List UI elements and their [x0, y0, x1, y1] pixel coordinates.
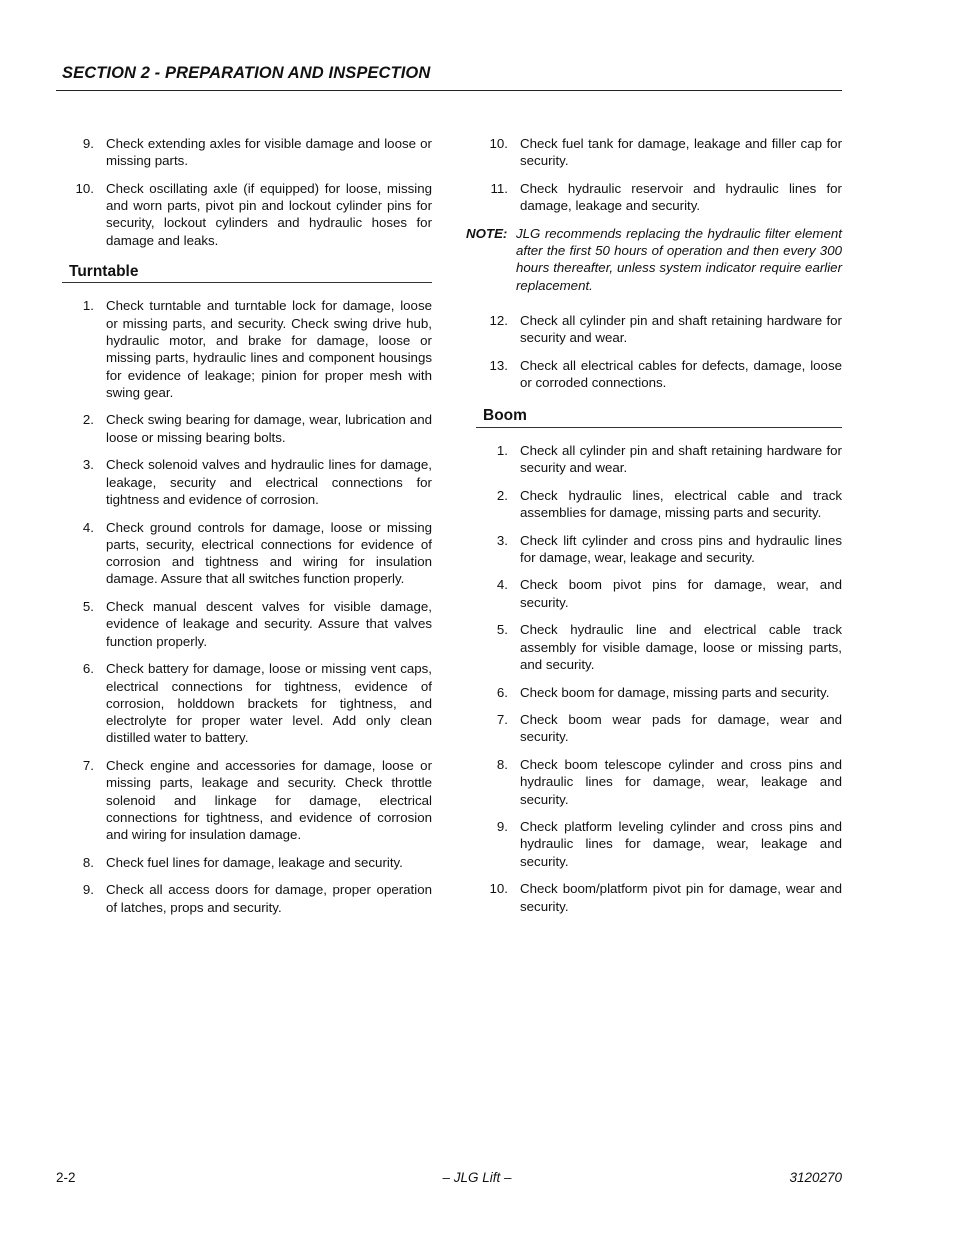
note-text: JLG recommends replacing the hydraulic filter element after the first 50 hours of operation and then every 300 hours thereafter, unless system indicator require earlier replacement.: [516, 225, 842, 293]
item-number: 1.: [82, 298, 94, 314]
list-item: [476, 756, 842, 808]
item-number: 10.: [489, 136, 508, 151]
item-number: 13.: [489, 357, 508, 373]
item-text: Check oscillating axle (if equipped) for loose, missing and worn parts, pivot pin and lockout cylinder pins for security, lockout cylinders and hydraulic hoses for damage and leaks.: [106, 180, 432, 248]
list-item: [62, 411, 432, 446]
list-item: [62, 519, 432, 588]
item-text: Check boom/platform pivot pin for damage, wear and security.: [520, 881, 842, 914]
item-number: 10.: [489, 881, 508, 897]
item-text: Check hydraulic reservoir and hydraulic lines for damage, leakage and security.: [520, 180, 842, 214]
list-top-right: [476, 135, 842, 214]
item-number: 8.: [82, 854, 94, 870]
document-number: 3120270: [789, 1170, 842, 1185]
list-item: [476, 880, 842, 915]
left-column: [62, 135, 432, 926]
item-text: Check solenoid valves and hydraulic lines for damage, leakage, security and electrical connections for tightness and evidence of corrosion.: [106, 457, 432, 507]
item-text: Check turntable and turntable lock for damage, loose or missing parts, and security. Check swing drive hub, hydraulic motor, and brake for damage, loose or missing parts, hydraulic lines and component housings for evidence of leakage; pinion for proper mesh with swing gear.: [106, 298, 432, 400]
item-text: Check engine and accessories for damage, loose or missing parts, leakage and security. Check throttle solenoid and linkage for damage, electrical connections for tightness, and evidence of corrosion and wiring for insulation damage.: [106, 757, 432, 843]
item-text: Check boom telescope cylinder and cross pins and hydraulic lines for damage, wear, leakage and security.: [520, 756, 842, 807]
list-item: [62, 297, 432, 401]
item-text: Check extending axles for visible damage and loose or missing parts.: [106, 136, 432, 169]
footer-brand: – JLG Lift –: [442, 1170, 512, 1185]
list-item: [62, 180, 432, 249]
list-item: [476, 312, 842, 347]
list-item: [62, 135, 432, 170]
header-divider: [56, 90, 842, 91]
list-item: [62, 854, 432, 871]
item-text: Check battery for damage, loose or missing vent caps, electrical connections for tightness, evidence of corrosion, holddown brackets for tightness, and electrolyte for proper water level. Add only clean distilled water to battery.: [106, 661, 432, 746]
item-text: Check all cylinder pin and shaft retaining hardware for security and wear.: [520, 442, 842, 476]
item-text: Check manual descent valves for visible damage, evidence of leakage and security. Assure that valves function properly.: [106, 599, 432, 649]
list-item: [62, 757, 432, 843]
item-number: 8.: [496, 756, 508, 772]
item-number: 7.: [496, 712, 508, 728]
list-item: [476, 818, 842, 870]
list-item: [476, 357, 842, 392]
item-number: 12.: [489, 312, 508, 328]
page-number: 2-2: [56, 1170, 76, 1185]
item-text: Check boom wear pads for damage, wear and security.: [520, 712, 842, 745]
item-number: 4.: [496, 577, 508, 593]
item-number: 6.: [496, 684, 508, 700]
section-title: SECTION 2 - PREPARATION AND INSPECTION: [62, 64, 431, 82]
list-item: [476, 532, 842, 567]
item-number: 5.: [82, 599, 94, 615]
item-number: 4.: [82, 519, 94, 535]
list-boom: [476, 442, 842, 915]
item-text: Check fuel lines for damage, leakage and security.: [106, 854, 403, 870]
boom-heading: Boom: [476, 407, 842, 427]
item-text: Check hydraulic line and electrical cable track assembly for visible damage, loose or missing parts, and security.: [520, 622, 842, 672]
item-number: 3.: [82, 457, 94, 473]
list-item: [476, 135, 842, 170]
item-number: 3.: [496, 532, 508, 548]
item-number: 11.: [490, 180, 508, 196]
list-item: [476, 576, 842, 611]
list-item: [476, 711, 842, 746]
list-top-left: [62, 135, 432, 249]
item-number: 9.: [82, 882, 94, 898]
list-mid-right: [476, 312, 842, 391]
item-number: 6.: [82, 661, 94, 677]
item-text: Check platform leveling cylinder and cross pins and hydraulic lines for damage, wear, leakage and security.: [520, 819, 842, 869]
note-label: NOTE:: [466, 225, 508, 241]
item-text: Check swing bearing for damage, wear, lubrication and loose or missing bearing bolts.: [106, 412, 432, 445]
item-text: Check all cylinder pin and shaft retaining hardware for security and wear.: [520, 312, 842, 346]
list-item: [62, 881, 432, 916]
list-item: [62, 456, 432, 508]
item-text: Check all electrical cables for defects, damage, loose or corroded connections.: [520, 357, 842, 391]
right-column: [466, 135, 842, 925]
item-text: Check hydraulic lines, electrical cable and track assemblies for damage, missing parts and security.: [520, 487, 842, 520]
item-number: 2.: [82, 412, 94, 428]
list-item: [476, 442, 842, 477]
item-text: Check all access doors for damage, proper operation of latches, props and security.: [106, 882, 432, 915]
item-text: Check fuel tank for damage, leakage and filler cap for security.: [520, 136, 842, 169]
item-text: Check ground controls for damage, loose or missing parts, security, electrical connections for evidence of corrosion and tightness and wiring for insulation damage. Assure that all switches function properly.: [106, 519, 432, 587]
item-number: 9.: [82, 136, 94, 151]
item-text: Check boom for damage, missing parts and security.: [520, 684, 830, 700]
item-text: Check boom pivot pins for damage, wear, and security.: [520, 577, 842, 610]
list-item: [62, 598, 432, 650]
item-number: 5.: [496, 622, 508, 638]
item-number: 7.: [82, 757, 94, 773]
turntable-heading: Turntable: [62, 263, 432, 283]
item-number: 1.: [496, 442, 508, 458]
list-item: [476, 684, 842, 701]
list-turntable: [62, 297, 432, 916]
item-number: 10.: [75, 180, 94, 196]
note-block: [466, 225, 842, 294]
item-text: Check lift cylinder and cross pins and hydraulic lines for damage, wear, leakage and security.: [520, 532, 842, 565]
item-number: 9.: [496, 819, 508, 835]
list-item: [476, 621, 842, 673]
list-item: [62, 660, 432, 746]
item-number: 2.: [496, 487, 508, 503]
list-item: [476, 180, 842, 215]
list-item: [476, 487, 842, 522]
